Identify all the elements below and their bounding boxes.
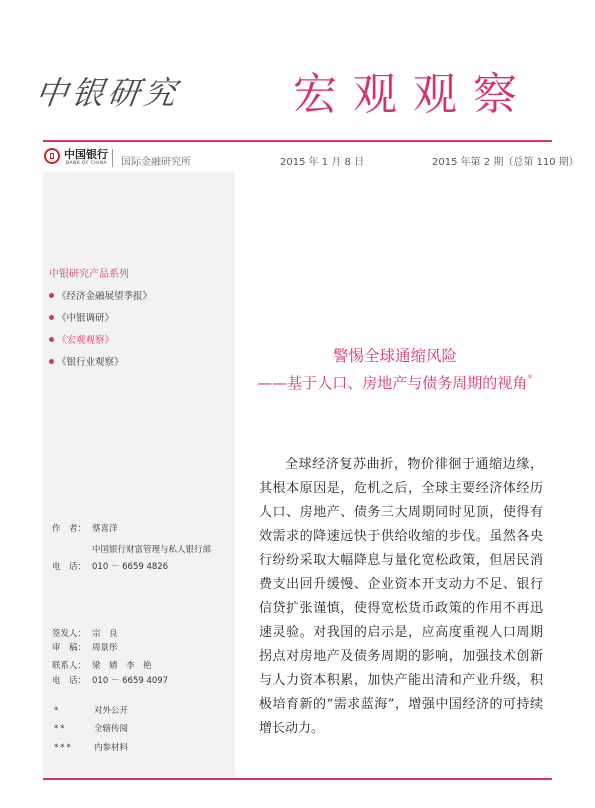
header-divider <box>43 140 552 142</box>
mark-text: 对外公开 <box>94 706 129 716</box>
signer-row <box>52 627 118 639</box>
series-item-label: 《宏观观察》 <box>57 335 115 346</box>
series-title: 中银研究产品系列 <box>49 269 129 280</box>
logo-separator <box>112 149 113 167</box>
logo-chinese-name: 中国银行 <box>64 148 108 161</box>
reviewer-row <box>52 641 118 653</box>
article-abstract: 全球经济复苏曲折，物价徘徊于通缩边缘，其根本原因是，危机之后，全球主要经济体经历人口、房地产、债务三大周期同时见顶，使得有效需求的降速远快于供给收缩的步伐。虽然各央行纷纷采取大幅降息与量化宽松政策，但居民消费支出回升缓慢、企业资本开支动力不足、银行信贷扩张谨慎，使得宽松货币政策的作用不再迅速灵验。对我国的启示是，应高度重视人口周期拐点对房地产及债务周期的影响，加强技术创新与人力资本积累，加快产能出清和产业升级，积极培育新的“需求蓝海”，增强中国经济的可持续增长动力。 <box>259 457 543 736</box>
footnote-mark: * <box>527 372 533 385</box>
author-name: 蔡喜洋 <box>92 524 118 534</box>
distribution-internal <box>54 722 128 734</box>
reviewer-label: 审 稿： <box>52 643 87 653</box>
article-title: 警惕全球通缩风险 <box>332 347 457 365</box>
institute-name: 国际金融研究所 <box>121 157 191 168</box>
series-item-label: 《银行业观察》 <box>57 357 124 368</box>
author-dept: 中国银行财富管理与私人银行部 <box>92 545 212 555</box>
reviewer-name: 周景彤 <box>92 643 118 653</box>
issue-number: 2015 年第 2 期（总第 110 期） <box>432 157 579 168</box>
mark-symbol: * <box>54 706 61 716</box>
series-item-outlook[interactable] <box>49 288 152 302</box>
mark-text: 全辖传阅 <box>94 724 129 734</box>
brand-calligraphy: 中银研究 <box>33 74 183 112</box>
footer-divider <box>43 778 552 780</box>
article-subtitle <box>238 372 552 393</box>
phone-value: 010 － 6659 4826 <box>92 562 169 572</box>
publication-title: 宏观观察 <box>293 69 533 120</box>
bullet-icon <box>49 315 54 320</box>
series-item-label: 《中银调研》 <box>57 313 115 324</box>
distribution-public <box>54 704 128 716</box>
bullet-icon <box>49 293 54 298</box>
series-item-label: 《经济金融展望季报》 <box>57 291 153 302</box>
subtitle-text: ——基于人口、房地产与债务周期的视角 <box>257 374 528 392</box>
series-item-research[interactable] <box>49 310 114 324</box>
mark-symbol: *** <box>54 743 73 753</box>
series-item-macro[interactable] <box>49 332 114 346</box>
bullet-icon <box>49 359 54 364</box>
phone-row-1 <box>52 560 168 572</box>
contact-label: 联系人： <box>52 661 87 671</box>
phone-row-2 <box>52 674 168 686</box>
phone-label: 电 话： <box>52 676 87 686</box>
phone-value: 010 － 6659 4097 <box>92 676 169 686</box>
distribution-restricted <box>54 741 128 753</box>
contact-names: 梁 婧 李 艳 <box>92 661 152 671</box>
bank-logo-icon <box>44 148 60 164</box>
author-label: 作 者： <box>52 524 87 534</box>
series-item-banking[interactable] <box>49 354 124 368</box>
contact-row <box>52 659 152 671</box>
sidebar-panel <box>43 172 235 778</box>
author-row <box>52 522 118 534</box>
phone-label: 电 话： <box>52 562 87 572</box>
mark-text: 内参材料 <box>94 743 129 753</box>
signer-name: 宗 良 <box>92 629 118 639</box>
mark-symbol: ** <box>54 724 67 734</box>
publish-date: 2015 年 1 月 8 日 <box>280 157 365 168</box>
signer-label: 签发人： <box>52 629 87 639</box>
bullet-icon <box>49 337 54 342</box>
logo-english-name: BANK OF CHINA <box>66 161 107 166</box>
